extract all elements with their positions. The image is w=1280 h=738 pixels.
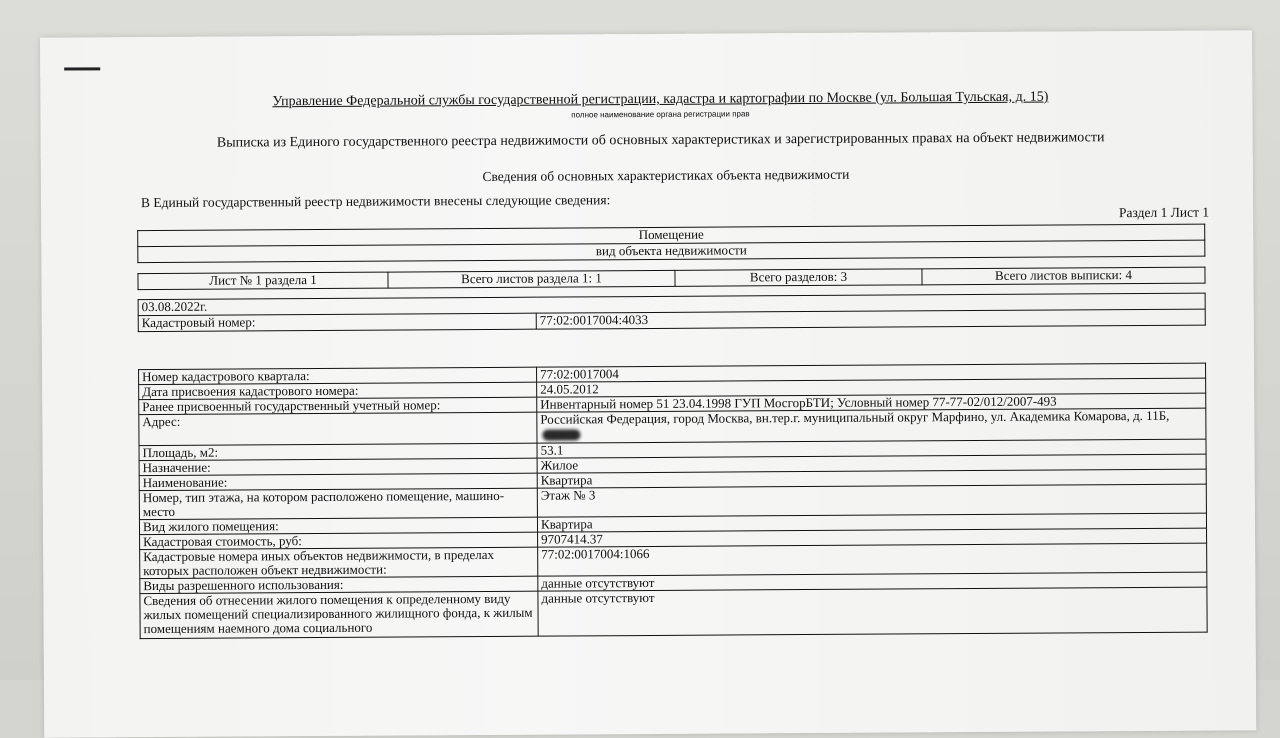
row-value: Инвентарный номер 51 23.04.1998 ГУП МосгорБТИ; Условный номер 77-77-02/012/2007-493 [537, 393, 1206, 412]
intro-text: В Единый государственный реестр недвижимости внесены следующие сведения: [140, 192, 611, 211]
row-value: Квартира [537, 469, 1206, 488]
row-label: Адрес: [139, 412, 537, 445]
characteristics-table [138, 363, 1208, 640]
row-label: Ранее присвоенный государственный учетный номер: [139, 397, 537, 414]
row-label: Сведения об отнесении жилого помещения к определенному виду жилых помещений специализированного жилищного фонда, к жилым помещениям наемного дома социального [140, 591, 538, 638]
row-value: 53.1 [537, 439, 1206, 458]
object-type-table [137, 224, 1205, 264]
cadastral-number-label: Кадастровый номер: [138, 313, 536, 331]
sheets-table [137, 267, 1205, 291]
row-label: Вид жилого помещения: [139, 517, 537, 534]
row-value: данные отсутствуют [538, 587, 1207, 636]
cadastral-number-value: 77:02:0017004:4033 [536, 309, 1205, 329]
row-label: Номер, тип этажа, на котором расположено помещение, машино-место [139, 488, 537, 519]
row-label: Дата присвоения кадастрового номера: [139, 382, 537, 399]
address-cell [537, 408, 1206, 443]
row-value: Квартира [537, 513, 1206, 532]
redaction-mark [542, 429, 580, 440]
row-value: Жилое [537, 454, 1206, 473]
document-page [40, 30, 1256, 737]
extract-date: 03.08.2022г. [138, 293, 1205, 316]
object-type-caption: вид объекта недвижимости [138, 240, 1205, 263]
row-label: Наименование: [139, 473, 537, 490]
row-label: Виды разрешенного использования: [140, 576, 538, 593]
authority-caption: полное наименование органа регистрации прав [571, 109, 750, 120]
document-title: Выписка из Единого государственного реестра недвижимости об основных характеристиках и зарегистрированных правах на объект недвижимости [216, 130, 1105, 151]
row-value: 24.05.2012 [537, 378, 1206, 397]
row-value: Российская Федерация, город Москва, вн.тер.г. муниципальный округ Марфино, ул. Академика Комарова, д. 11Б, [540, 407, 1170, 427]
row-value: Этаж № 3 [537, 484, 1206, 517]
total-section-sheets: Всего листов раздела 1: 1 [388, 270, 675, 288]
section-title: Сведения об основных характеристиках объекта недвижимости [482, 166, 850, 185]
row-label: Назначение: [139, 458, 537, 475]
date-cadastral-table [138, 293, 1206, 333]
row-value: 77:02:0017004 [537, 363, 1206, 382]
row-label: Кадастровая стоимость, руб: [140, 532, 538, 549]
object-type: Помещение [138, 224, 1205, 247]
row-value: 9707414.37 [538, 528, 1207, 547]
row-label: Площадь, м2: [139, 443, 537, 460]
sheet-number: Лист № 1 раздела 1 [138, 272, 388, 290]
section-sheet-label: Раздел 1 Лист 1 [1118, 204, 1210, 221]
authority-name: Управление Федеральной службы государственной регистрации, кадастра и картографии по Москве (ул. Большая Тульская, д. 15) [272, 89, 1049, 110]
row-label: Кадастровые номера иных объектов недвижимости, в пределах которых расположен объект недвижимости: [140, 547, 538, 578]
table-row [140, 587, 1207, 639]
total-sections: Всего разделов: 3 [675, 269, 922, 287]
row-label: Номер кадастрового квартала: [139, 367, 537, 384]
corner-mark [64, 67, 100, 70]
row-value: 77:02:0017004:1066 [538, 543, 1207, 576]
row-value: данные отсутствуют [538, 572, 1207, 591]
total-extract-sheets: Всего листов выписки: 4 [922, 267, 1205, 285]
